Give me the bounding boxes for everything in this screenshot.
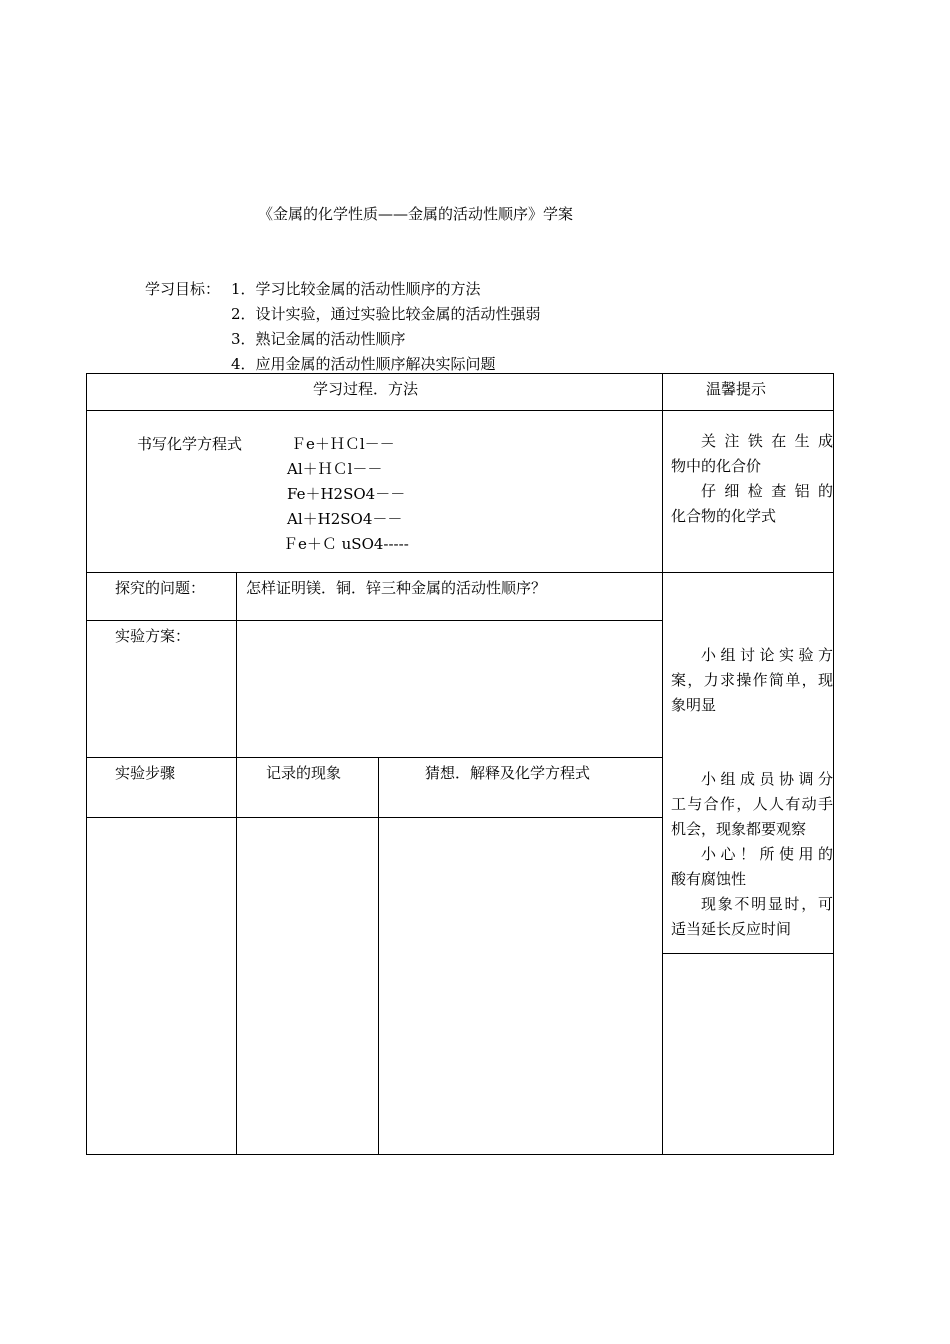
tip-line: 小组成员协调分 [701, 770, 833, 788]
table-rule-plan [86, 757, 663, 758]
equation-2: Al＋ＨＣl－－ [287, 460, 383, 478]
question-text: 怎样证明镁．铜．锌三种金属的活动性顺序？ [246, 579, 547, 597]
page-title: 《金属的化学性质——金属的活动性顺序》学案 [258, 205, 574, 223]
tip-line: 化合物的化学式 [671, 507, 777, 525]
tip-line: 小组讨论实验方 [701, 646, 833, 664]
table-border-right [833, 373, 834, 1155]
table-rule-question [86, 620, 663, 621]
tips-equations [671, 429, 833, 529]
table-divider-tips [662, 373, 663, 1155]
tip-line: 案，力求操作简单，现 [671, 671, 833, 689]
column-phenomena: 记录的现象 [266, 764, 342, 782]
equation-3: Fe＋H2SO4－－ [287, 485, 406, 503]
plan-label: 实验方案： [115, 627, 191, 645]
tip-line: 适当延长反应时间 [671, 920, 792, 938]
tips-teamwork [671, 767, 833, 942]
header-tips: 温馨提示 [706, 380, 767, 398]
equations-label: 书写化学方程式 [137, 435, 243, 453]
column-explanation: 猜想．解释及化学方程式 [425, 764, 591, 782]
tip-line: 工与合作，人人有动手 [671, 795, 833, 813]
equation-4: Al＋H2SO4－－ [287, 510, 403, 528]
tip-line: 小心！所使用的 [701, 845, 833, 863]
table-border-top [86, 373, 834, 374]
tip-line: 象明显 [671, 696, 717, 714]
table-divider-label [236, 572, 237, 1155]
goal-item-3: 3．熟记金属的活动性顺序 [231, 330, 406, 348]
goals-label: 学习目标： [145, 280, 221, 298]
tip-line: 仔细检查铝的 [701, 482, 833, 500]
goal-item-2: 2．设计实验，通过实验比较金属的活动性强弱 [231, 305, 541, 323]
table-rule-equations [86, 572, 834, 573]
equation-1: Ｆe＋ＨＣl－－ [291, 435, 395, 453]
tip-line: 酸有腐蚀性 [671, 870, 747, 888]
header-process: 学习过程．方法 [313, 380, 419, 398]
table-divider-phenomena [378, 757, 379, 1155]
tip-line: 物中的化合价 [671, 457, 762, 475]
table-border-left [86, 373, 87, 1155]
tip-line: 机会，现象都要观察 [671, 820, 807, 838]
column-steps: 实验步骤 [115, 764, 176, 782]
question-label: 探究的问题： [115, 579, 206, 597]
goal-item-4: 4．应用金属的活动性顺序解决实际问题 [231, 355, 496, 373]
goal-item-1: 1．学习比较金属的活动性顺序的方法 [231, 280, 481, 298]
equation-5: Ｆe＋Ｃ uSO4----- [283, 535, 409, 553]
table-rule-columns [86, 817, 663, 818]
table-rule-tips [663, 953, 834, 954]
tip-line: 关注铁在生成 [701, 432, 833, 450]
tips-plan [671, 643, 833, 718]
tip-line: 现象不明显时，可 [701, 895, 833, 913]
table-border-bottom [86, 1154, 834, 1155]
table-rule-header [86, 410, 834, 411]
